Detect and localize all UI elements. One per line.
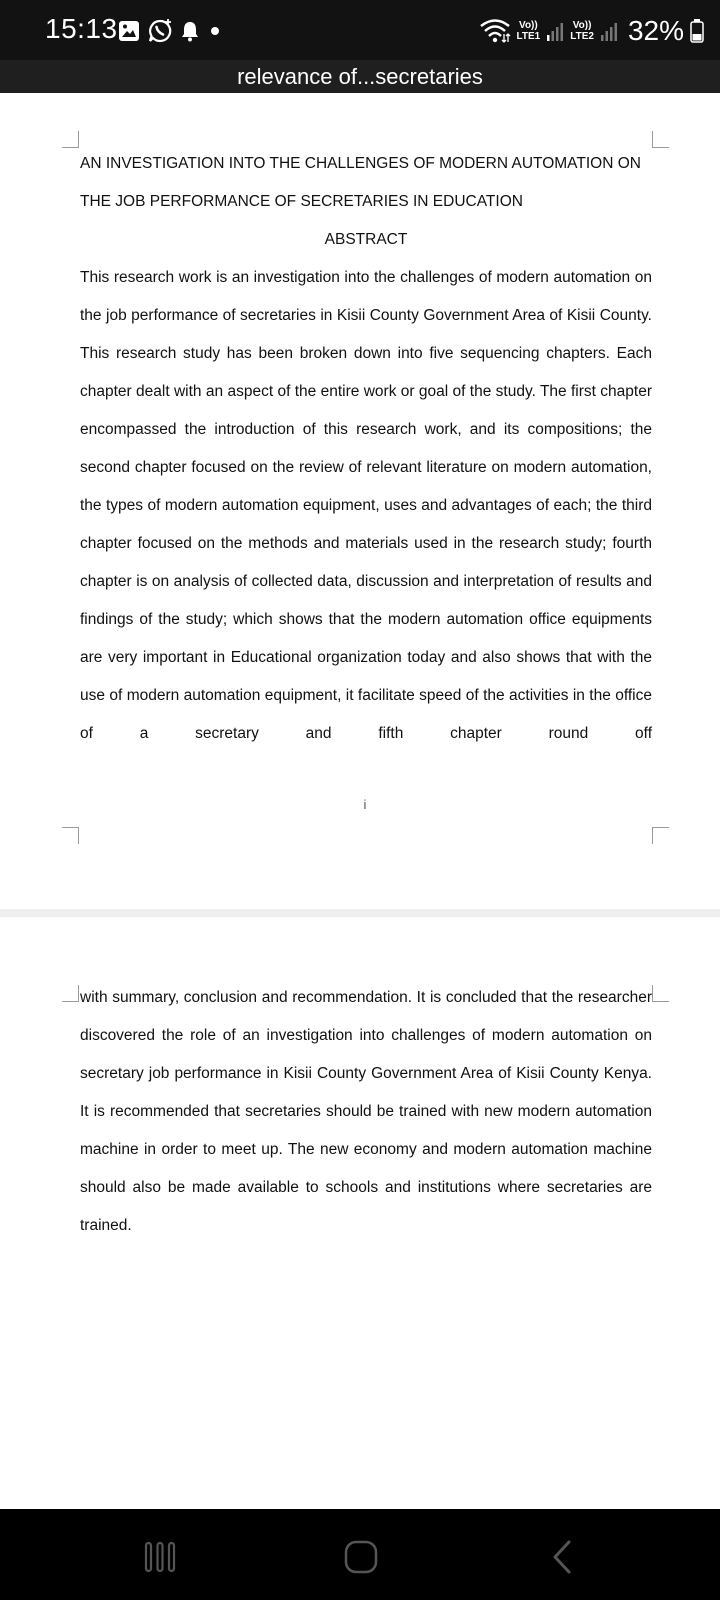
abstract-heading: ABSTRACT — [324, 231, 408, 248]
signal-icon — [546, 20, 564, 42]
navigation-bar — [0, 1509, 720, 1600]
margin-corner — [652, 131, 669, 148]
document-heading: AN INVESTIGATION INTO THE CHALLENGES OF MODERN AUTOMATION ON THE JOB PERFORMANCE OF SECRETARIES IN EDUCATION — [80, 155, 641, 210]
document-page-1[interactable] — [0, 93, 720, 909]
abstract-body-page-1: This research work is an investigation into the challenges of modern automation on the job performance of secretaries in Kisii County Government Area of Kisii County. This research study has been broken down into five sequencing chapters. Each chapter dealt with an aspect of the entire work or goal of the study. The first chapter encompassed the introduction of this research work, and its compositions; the second chapter focused on the review of relevant literature on modern automation, the types of modern automation equipment, uses and advantages of each; the third chapter focused on the methods and materials used in the research study; fourth chapter is on analysis of collected data, discussion and interpretation of results and findings of the study; which shows that the modern automation office equipments are very important in Educational organization today and also shows that with the use of modern automation equipment, it facilitate speed of the activities in the office of a secretary and fifth chapter round off — [80, 269, 652, 742]
recent-apps-button[interactable] — [140, 1537, 180, 1577]
page-number: i — [363, 797, 367, 812]
document-page-2[interactable] — [0, 917, 720, 1509]
back-button[interactable] — [542, 1537, 582, 1577]
margin-corner — [652, 985, 669, 1002]
notification-icons — [118, 18, 222, 44]
bell-icon — [180, 20, 200, 42]
system-status-icons — [479, 14, 704, 48]
margin-corner — [62, 827, 79, 844]
margin-corner — [62, 131, 79, 148]
dot-icon — [208, 20, 222, 42]
margin-corner — [652, 827, 669, 844]
back-icon — [547, 1539, 577, 1575]
whatsapp-icon — [148, 19, 172, 43]
status-bar — [0, 0, 720, 60]
sim2-indicator: Vo)) LTE2 — [570, 20, 594, 42]
status-time: 15:13 — [45, 13, 118, 44]
abstract-body-page-2: with summary, conclusion and recommendation. It is concluded that the researcher discovered the role of an investigation into challenges of modern automation on secretary job performance in Kisii County Government Area of Kisii County Kenya. It is recommended that secretaries should be trained with new modern automation machine in order to meet up. The new economy and modern automation machine should also be made available to schools and institutions where secretaries are trained. — [80, 989, 652, 1234]
signal-icon — [600, 20, 618, 42]
battery-percent: 32% — [627, 15, 684, 46]
margin-corner — [62, 985, 79, 1002]
recent-apps-icon — [143, 1540, 177, 1574]
home-button[interactable] — [341, 1537, 381, 1577]
home-icon — [343, 1539, 379, 1575]
page-separator — [0, 909, 720, 917]
wifi-icon — [479, 17, 511, 45]
gallery-icon — [118, 20, 140, 42]
document-title-bar[interactable]: relevance of...secretaries — [0, 60, 720, 93]
battery-icon — [690, 19, 704, 43]
sim1-indicator: Vo)) LTE1 — [516, 20, 541, 42]
